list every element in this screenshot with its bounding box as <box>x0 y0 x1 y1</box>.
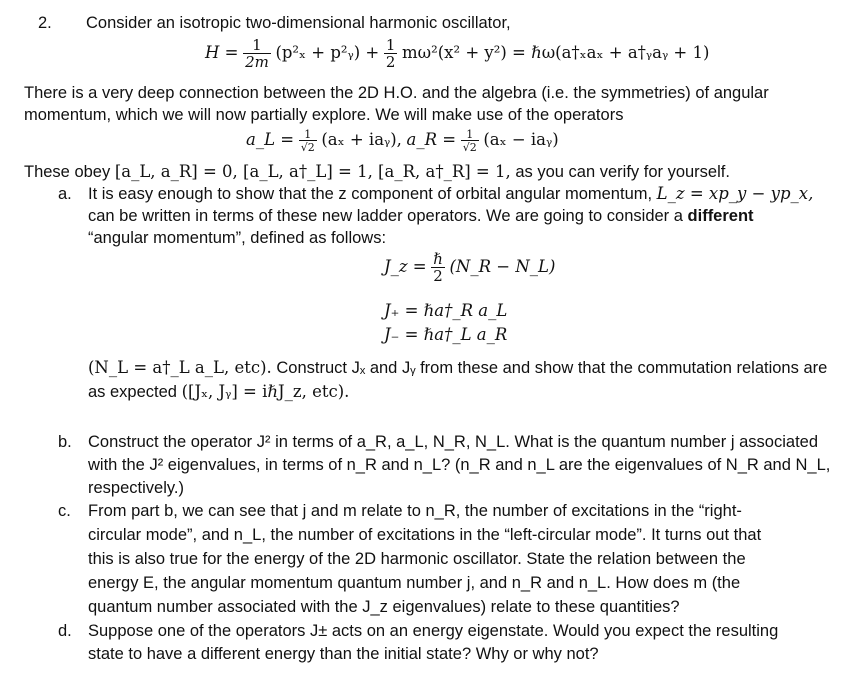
hamiltonian-lhs: H = <box>205 43 239 62</box>
aR-lhs: a_R = <box>406 130 457 149</box>
part-c-line2: circular mode”, and n_L, the number of excitations in the “left-circular mode”. It turns out that <box>88 526 762 544</box>
part-a-line2-text: can be written in terms of these new ladder operators. We are going to consider a <box>88 207 683 225</box>
obey-math: [a_L, a_R] = 0, [a_L, a†_L] = 1, [a_R, a†_R] = 1, <box>114 162 511 181</box>
aR-frac <box>461 129 479 153</box>
hamiltonian-frac2-den: 2 <box>385 52 396 71</box>
hamiltonian-frac1-num: 1 <box>243 38 271 54</box>
jz-lhs: J_z = <box>384 257 427 276</box>
operators-equation <box>246 124 559 156</box>
jminus-equation: J₋ = ℏa†_L a_R <box>384 325 508 344</box>
part-c-line3: this is also true for the energy of the 2D harmonic oscillator. State the relation between the <box>88 550 746 568</box>
part-c-line1: From part b, we can see that j and m relate to n_R, the number of excitations in the “right- <box>88 502 742 520</box>
problem-intro: Consider an isotropic two-dimensional harmonic oscillator, <box>86 14 511 32</box>
aL-frac-num: 1 <box>299 129 317 141</box>
hamiltonian-part2: mω²(x² + y²) = ℏω(a†ₓaₓ + a†ᵧaᵧ + 1) <box>402 43 710 62</box>
obey-text-end: as you can verify for yourself. <box>515 163 730 181</box>
part-d-line1: Suppose one of the operators J± acts on an energy eigenstate. Would you expect the resulting <box>88 622 779 640</box>
part-a-line5-text: as expected <box>88 383 177 401</box>
part-a-label: a. <box>58 185 72 203</box>
jz-frac <box>431 249 445 285</box>
hamiltonian-frac1-den: 2m <box>245 52 269 71</box>
hamiltonian-frac2-num: 1 <box>385 35 396 54</box>
problem-number: 2. <box>38 14 52 32</box>
part-a-line4 <box>88 357 827 379</box>
part-a-line3: “angular momentum”, defined as follows: <box>88 229 387 247</box>
part-b-line2: with the J² eigenvalues, in terms of n_R and n_L? (n_R and n_L are the eigenvalues of N_R and N_L, <box>88 456 831 474</box>
part-c-line5: quantum number associated with the J_z eigenvalues) relate to these quantities? <box>88 598 680 616</box>
aL-frac-den: √2 <box>300 140 315 154</box>
connection-line1: There is a very deep connection between the 2D H.O. and the algebra (i.e. the symmetries) of angular <box>24 84 769 102</box>
aL-lhs: a_L = <box>246 130 295 149</box>
aL-rhs: (aₓ + iaᵧ), <box>321 130 402 149</box>
hamiltonian-part1: (p²ₓ + p²ᵧ) + <box>275 43 380 62</box>
hamiltonian-frac2 <box>384 35 398 71</box>
aR-frac-den: √2 <box>462 140 477 154</box>
part-a-line1-text: It is easy enough to show that the z component of orbital angular momentum, <box>88 185 653 203</box>
aR-frac-num: 1 <box>461 129 479 141</box>
obey-text-start: These obey <box>24 163 111 181</box>
obey-line <box>24 161 730 183</box>
part-a-line5-math: ([Jₓ, Jᵧ] = iℏJ_z, etc). <box>181 382 350 401</box>
hamiltonian-equation <box>205 36 709 70</box>
part-a-line1-math: L_z = xp_y − yp_x, <box>656 184 814 203</box>
part-a-line4-text: Construct Jₓ and Jᵧ from these and show that the commutation relations are <box>276 359 828 377</box>
aR-rhs: (aₓ − iaᵧ) <box>483 130 559 149</box>
part-c-label: c. <box>58 502 71 520</box>
jz-equation <box>384 250 555 284</box>
part-a-line4-math: (N_L = a†_L a_L, etc). <box>88 358 272 377</box>
jz-frac-den: 2 <box>433 266 443 285</box>
part-d-line2: state to have a different energy than the initial state? Why or why not? <box>88 645 599 663</box>
part-b-line1: Construct the operator J² in terms of a_R, a_L, N_R, N_L. What is the quantum number j associated <box>88 433 819 451</box>
part-a-line2 <box>88 205 754 227</box>
part-b-label: b. <box>58 433 72 451</box>
jplus-equation: J₊ = ℏa†_R a_L <box>384 301 508 320</box>
jz-frac-num: ℏ <box>433 249 443 268</box>
connection-line2: momentum, which we will now partially explore. We will make use of the operators <box>24 106 624 124</box>
part-b-line3: respectively.) <box>88 479 184 497</box>
part-a-line5 <box>88 381 349 403</box>
jz-rhs: (N_R − N_L) <box>449 257 556 276</box>
aL-frac <box>299 129 317 153</box>
part-a-line1 <box>88 183 813 205</box>
part-c-line4: energy E, the angular momentum quantum number j, and n_R and n_L. How does m (the <box>88 574 741 592</box>
part-d-label: d. <box>58 622 72 640</box>
part-a-line2-bold: different <box>687 207 754 225</box>
hamiltonian-frac1 <box>243 35 271 71</box>
